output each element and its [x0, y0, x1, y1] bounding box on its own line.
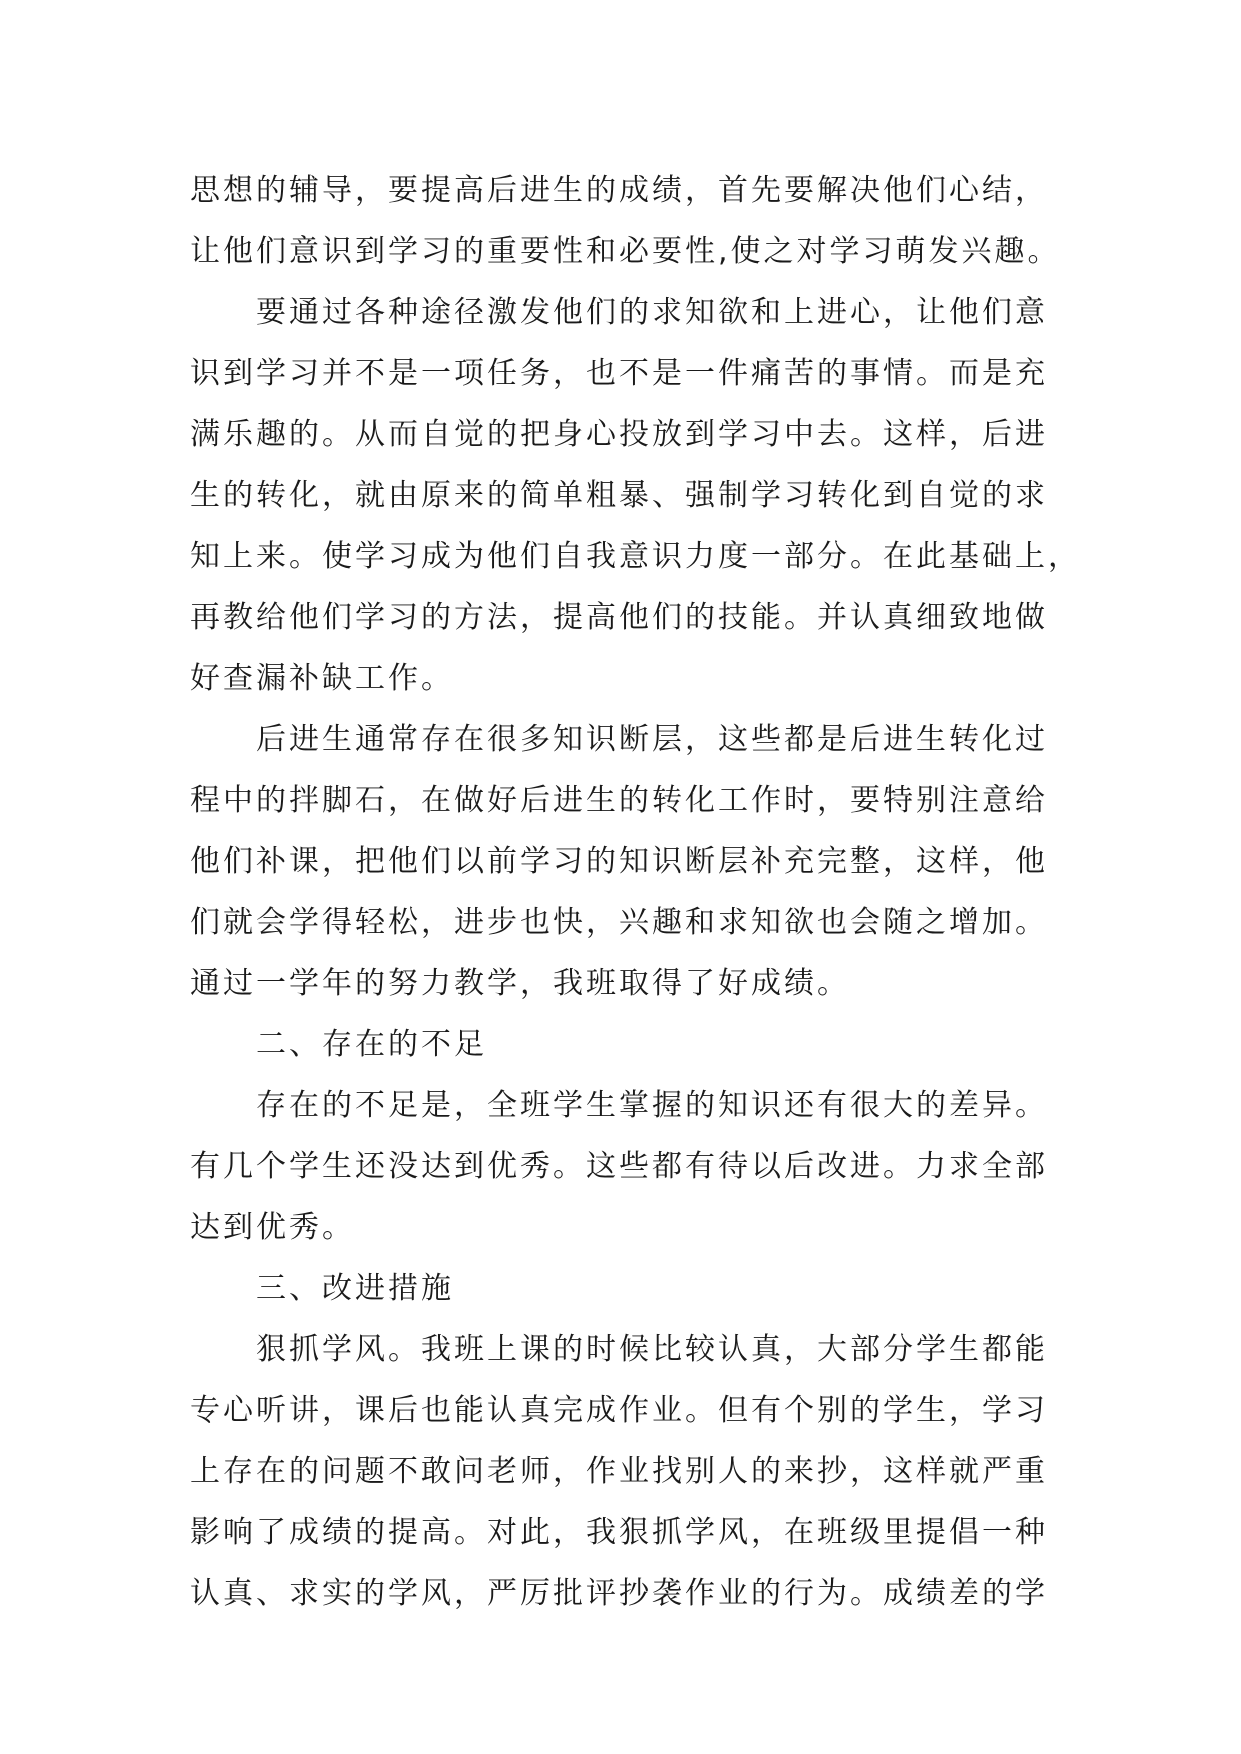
- text-line: 通过一学年的努力教学，我班取得了好成绩。: [190, 966, 850, 1001]
- text-line: 让他们意识到学习的重要性和必要性,使之对学习萌发兴趣。: [190, 234, 1061, 269]
- section-heading: 二、存在的不足: [256, 1027, 487, 1062]
- text-line: 达到优秀。: [190, 1210, 355, 1245]
- text-line: 生的转化，就由原来的简单粗暴、强制学习转化到自觉的求: [190, 478, 1048, 513]
- paragraph-first-line: 要通过各种途径激发他们的求知欲和上进心，让他们意: [256, 295, 1048, 330]
- text-line: 思想的辅导，要提高后进生的成绩，首先要解决他们心结，: [190, 173, 1048, 208]
- text-line: 再教给他们学习的方法，提高他们的技能。并认真细致地做: [190, 600, 1048, 635]
- text-line: 上存在的问题不敢问老师，作业找别人的来抄，这样就严重: [190, 1454, 1048, 1489]
- document-body: [190, 160, 1090, 1624]
- text-line: 他们补课，把他们以前学习的知识断层补充完整，这样，他: [190, 844, 1048, 879]
- paragraph-first-line: 后进生通常存在很多知识断层，这些都是后进生转化过: [256, 722, 1048, 757]
- text-line: 们就会学得轻松，进步也快，兴趣和求知欲也会随之增加。: [190, 905, 1048, 940]
- text-line: 影响了成绩的提高。对此，我狠抓学风，在班级里提倡一种: [190, 1515, 1048, 1550]
- text-line: 程中的拌脚石，在做好后进生的转化工作时，要特别注意给: [190, 783, 1048, 818]
- text-line: 知上来。使学习成为他们自我意识力度一部分。在此基础上，: [190, 539, 1081, 574]
- text-line: 有几个学生还没达到优秀。这些都有待以后改进。力求全部: [190, 1149, 1048, 1184]
- text-line: 认真、求实的学风，严厉批评抄袭作业的行为。成绩差的学: [190, 1576, 1048, 1611]
- section-heading: 三、改进措施: [256, 1271, 454, 1306]
- text-line: 专心听讲，课后也能认真完成作业。但有个别的学生，学习: [190, 1393, 1048, 1428]
- text-line: 满乐趣的。从而自觉的把身心投放到学习中去。这样，后进: [190, 417, 1048, 452]
- text-line: 好查漏补缺工作。: [190, 661, 454, 696]
- text-line: 识到学习并不是一项任务，也不是一件痛苦的事情。而是充: [190, 356, 1048, 391]
- paragraph-first-line: 存在的不足是，全班学生掌握的知识还有很大的差异。: [256, 1088, 1048, 1123]
- paragraph-first-line: 狠抓学风。我班上课的时候比较认真，大部分学生都能: [256, 1332, 1048, 1367]
